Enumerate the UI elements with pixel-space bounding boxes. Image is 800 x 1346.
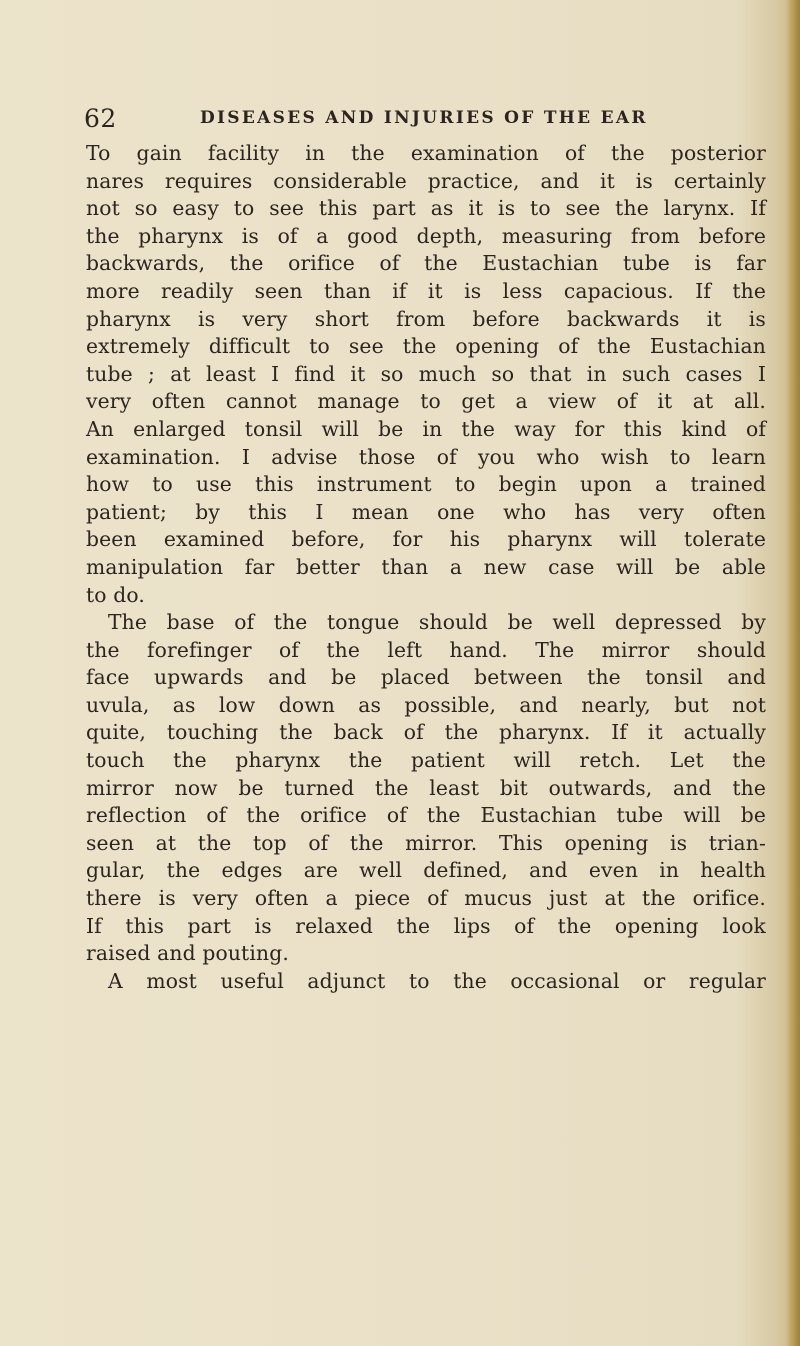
text-line: quite, touching the back of the pharynx. If it actually xyxy=(86,720,766,745)
text-line: the pharynx is of a good depth, measuring from before xyxy=(86,223,766,248)
text-line: To gain facility in the examination of the posterior xyxy=(86,141,766,165)
text-line: mirror now be turned the least bit outwards, and the xyxy=(86,775,766,800)
paragraph xyxy=(86,609,766,968)
page-edge-shadow xyxy=(786,0,800,1346)
text-line: tube ; at least I find it so much so that in such cases I xyxy=(86,361,766,386)
text-line: The base of the tongue should be well depressed by xyxy=(108,610,766,635)
page-number: 62 xyxy=(84,104,117,133)
paragraph xyxy=(86,968,766,996)
text-line: pharynx is very short from before backwards it is xyxy=(86,306,766,331)
text-line: the forefinger of the left hand. The mirror should xyxy=(86,637,766,662)
text-line: manipulation far better than a new case will be able xyxy=(86,554,766,579)
paragraph xyxy=(86,140,766,609)
body-text xyxy=(86,140,766,995)
text-line: If this part is relaxed the lips of the opening look xyxy=(86,913,766,938)
text-line: reflection of the orifice of the Eustachian tube will be xyxy=(86,803,766,828)
text-line: touch the pharynx the patient will retch. Let the xyxy=(86,748,766,773)
text-line: A most useful adjunct to the occasional or regular xyxy=(108,968,766,993)
text-line: uvula, as low down as possible, and nearly, but not xyxy=(86,692,766,717)
text-line: more readily seen than if it is less capacious. If the xyxy=(86,278,766,303)
running-head: DISEASES AND INJURIES OF THE EAR xyxy=(200,108,648,128)
text-line: patient; by this I mean one who has very often xyxy=(86,499,766,524)
text-line: seen at the top of the mirror. This opening is trian- xyxy=(86,830,766,855)
text-line: to do. xyxy=(86,582,145,607)
text-line: backwards, the orifice of the Eustachian tube is far xyxy=(86,251,766,276)
text-line: raised and pouting. xyxy=(86,941,289,966)
text-line: face upwards and be placed between the tonsil and xyxy=(86,665,766,690)
text-line: examination. I advise those of you who wish to learn xyxy=(86,444,766,469)
text-line: nares requires considerable practice, and it is certainly xyxy=(86,168,766,193)
page-header xyxy=(84,104,764,136)
text-line: not so easy to see this part as it is to see the larynx. If xyxy=(86,196,766,221)
text-line: very often cannot manage to get a view of it at all. xyxy=(86,389,766,414)
text-line: there is very often a piece of mucus just at the orifice. xyxy=(86,886,766,911)
text-line: gular, the edges are well defined, and even in health xyxy=(86,858,766,883)
text-line: An enlarged tonsil will be in the way for this kind of xyxy=(86,416,766,441)
text-line: how to use this instrument to begin upon a trained xyxy=(86,472,766,497)
text-line: extremely difficult to see the opening of the Eustachian xyxy=(86,334,766,359)
text-line: been examined before, for his pharynx will tolerate xyxy=(86,527,766,552)
